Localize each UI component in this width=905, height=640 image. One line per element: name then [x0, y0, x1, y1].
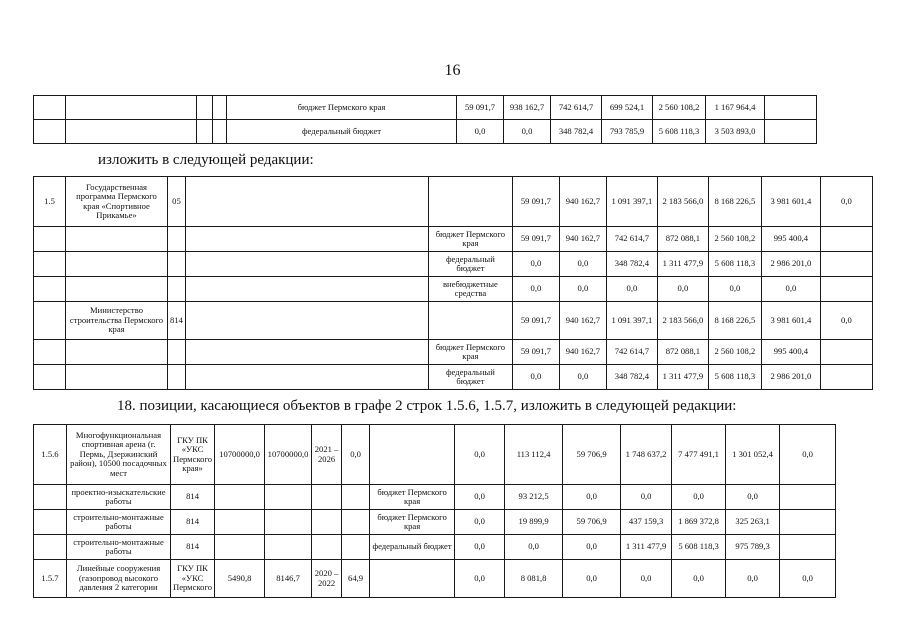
table-row — [34, 277, 873, 302]
value-cell: 0,0 — [820, 302, 872, 340]
value-cell: 8 081,8 — [505, 560, 563, 598]
table-row — [34, 365, 873, 390]
funding-source: бюджет Пермского края — [227, 96, 457, 120]
value-cell: 0,0 — [512, 365, 559, 390]
customer-cell: ГКУ ПК «УКС Пермского — [171, 560, 215, 598]
value-cell: 0,0 — [726, 560, 780, 598]
value-cell: 5490,8 — [215, 560, 265, 598]
value-cell: 2 183 566,0 — [657, 302, 708, 340]
value-cell: 0,0 — [563, 535, 621, 560]
work-type: строительно-монтажные работы — [67, 535, 171, 560]
value-cell: 1 311 477,9 — [657, 365, 708, 390]
value-cell: 0,0 — [726, 485, 780, 510]
funding-source: бюджет Пермского края — [370, 510, 455, 535]
value-cell: 0,0 — [657, 277, 708, 302]
value-cell: 5 608 118,3 — [708, 252, 761, 277]
value-cell: 59 091,7 — [512, 177, 559, 227]
value-cell: 0,0 — [563, 560, 621, 598]
value-cell: 872 088,1 — [657, 340, 708, 365]
funding-source: федеральный бюджет — [428, 252, 512, 277]
period-cell: 2021 – 2026 — [312, 425, 342, 485]
value-cell: 0,0 — [559, 365, 606, 390]
table-row — [34, 96, 817, 120]
table-row — [34, 425, 836, 485]
value-cell: 1 311 477,9 — [621, 535, 672, 560]
table-row — [34, 252, 873, 277]
value-cell: 0,0 — [457, 120, 504, 144]
value-cell: 0,0 — [606, 277, 657, 302]
value-cell: 348 782,4 — [551, 120, 602, 144]
row-number: 1.5 — [34, 177, 66, 227]
page-number: 16 — [444, 62, 461, 79]
value-cell: 59 091,7 — [512, 302, 559, 340]
value-cell: 975 789,3 — [726, 535, 780, 560]
value-cell: 0,0 — [505, 535, 563, 560]
value-cell: 0,0 — [559, 277, 606, 302]
funding-source: бюджет Пермского края — [370, 485, 455, 510]
value-cell: 5 608 118,3 — [708, 365, 761, 390]
value-cell: 0,0 — [504, 120, 551, 144]
table-row — [34, 485, 836, 510]
value-cell: 0,0 — [780, 425, 836, 485]
code-cell: 814 — [168, 302, 186, 340]
table-row — [34, 340, 873, 365]
value-cell: 2 986 201,0 — [761, 365, 820, 390]
value-cell: 2 986 201,0 — [761, 252, 820, 277]
value-cell: 59 091,7 — [457, 96, 504, 120]
row-number: 1.5.6 — [34, 425, 67, 485]
funding-source: бюджет Пермского края — [428, 340, 512, 365]
value-cell: 0,0 — [672, 560, 726, 598]
table-row — [34, 177, 873, 227]
value-cell: 1 748 637,2 — [621, 425, 672, 485]
objects-table — [33, 424, 836, 598]
value-cell: 8 168 226,5 — [708, 302, 761, 340]
value-cell: 0,0 — [512, 252, 559, 277]
value-cell: 10700000,0 — [265, 425, 312, 485]
value-cell: 1 167 964,4 — [706, 96, 765, 120]
table-row — [34, 510, 836, 535]
value-cell: 59 706,9 — [563, 425, 621, 485]
value-cell: 742 614,7 — [606, 227, 657, 252]
program-name: Государственная программа Пермского края «Спортивное Прикамье» — [66, 177, 168, 227]
value-cell: 3 503 893,0 — [706, 120, 765, 144]
funding-source: федеральный бюджет — [370, 535, 455, 560]
value-cell: 940 162,7 — [559, 302, 606, 340]
value-cell: 0,0 — [563, 485, 621, 510]
value-cell: 348 782,4 — [606, 365, 657, 390]
value-cell: 5 608 118,3 — [653, 120, 706, 144]
section-caption: изложить в следующей редакции: — [98, 152, 314, 168]
object-name: Линейные сооружения (газопровод высокого давления 2 категории — [67, 560, 171, 598]
value-cell: 995 400,4 — [761, 340, 820, 365]
row-number: 1.5.7 — [34, 560, 67, 598]
value-cell: 2 560 108,2 — [708, 227, 761, 252]
value-cell: 325 263,1 — [726, 510, 780, 535]
code-cell: 814 — [171, 535, 215, 560]
value-cell: 793 785,9 — [602, 120, 653, 144]
table-row — [34, 227, 873, 252]
code-cell: 814 — [171, 485, 215, 510]
value-cell: 1 311 477,9 — [657, 252, 708, 277]
value-cell: 0,0 — [672, 485, 726, 510]
value-cell: 0,0 — [761, 277, 820, 302]
continuation-table — [33, 95, 817, 144]
customer-cell: ГКУ ПК «УКС Пермского края» — [171, 425, 215, 485]
value-cell: 2 183 566,0 — [657, 177, 708, 227]
value-cell: 0,0 — [455, 560, 505, 598]
value-cell: 940 162,7 — [559, 227, 606, 252]
value-cell: 59 706,9 — [563, 510, 621, 535]
value-cell: 0,0 — [455, 485, 505, 510]
program-table — [33, 176, 873, 390]
value-cell: 113 112,4 — [505, 425, 563, 485]
value-cell: 2 560 108,2 — [708, 340, 761, 365]
value-cell: 699 524,1 — [602, 96, 653, 120]
value-cell: 1 091 397,1 — [606, 302, 657, 340]
table-row — [34, 535, 836, 560]
value-cell: 19 899,9 — [505, 510, 563, 535]
value-cell: 0,0 — [455, 535, 505, 560]
funding-source: бюджет Пермского края — [428, 227, 512, 252]
table-row — [34, 120, 817, 144]
value-cell: 1 301 052,4 — [726, 425, 780, 485]
value-cell: 1 091 397,1 — [606, 177, 657, 227]
table-row — [34, 302, 873, 340]
value-cell: 0,0 — [820, 177, 872, 227]
value-cell: 1 869 372,8 — [672, 510, 726, 535]
value-cell: 995 400,4 — [761, 227, 820, 252]
section-caption: 18. позиции, касающиеся объектов в графе 2 строк 1.5.6, 1.5.7, изложить в следующей редакции: — [117, 398, 737, 414]
value-cell: 3 981 601,4 — [761, 302, 820, 340]
value-cell: 59 091,7 — [512, 340, 559, 365]
value-cell: 940 162,7 — [559, 340, 606, 365]
work-type: проектно-изыскательские работы — [67, 485, 171, 510]
code-cell: 814 — [171, 510, 215, 535]
value-cell: 8146,7 — [265, 560, 312, 598]
funding-source: внебюджетные средства — [428, 277, 512, 302]
table-row — [34, 560, 836, 598]
value-cell: 7 477 491,1 — [672, 425, 726, 485]
value-cell: 93 212,5 — [505, 485, 563, 510]
value-cell: 64,9 — [342, 560, 370, 598]
value-cell: 0,0 — [455, 425, 505, 485]
value-cell: 10700000,0 — [215, 425, 265, 485]
ministry-name: Министерство строительства Пермского края — [66, 302, 168, 340]
value-cell: 437 159,3 — [621, 510, 672, 535]
value-cell: 938 162,7 — [504, 96, 551, 120]
value-cell: 5 608 118,3 — [672, 535, 726, 560]
value-cell: 2 560 108,2 — [653, 96, 706, 120]
value-cell: 348 782,4 — [606, 252, 657, 277]
value-cell: 0,0 — [708, 277, 761, 302]
value-cell: 872 088,1 — [657, 227, 708, 252]
value-cell: 3 981 601,4 — [761, 177, 820, 227]
value-cell: 0,0 — [621, 560, 672, 598]
value-cell: 0,0 — [780, 560, 836, 598]
value-cell: 0,0 — [512, 277, 559, 302]
value-cell: 742 614,7 — [606, 340, 657, 365]
work-type: строительно-монтажные работы — [67, 510, 171, 535]
value-cell: 0,0 — [621, 485, 672, 510]
value-cell: 0,0 — [559, 252, 606, 277]
value-cell: 940 162,7 — [559, 177, 606, 227]
value-cell: 0,0 — [455, 510, 505, 535]
funding-source: федеральный бюджет — [227, 120, 457, 144]
value-cell: 742 614,7 — [551, 96, 602, 120]
value-cell: 8 168 226,5 — [708, 177, 761, 227]
value-cell: 59 091,7 — [512, 227, 559, 252]
code-cell: 05 — [168, 177, 186, 227]
object-name: Многофункциональная спортивная арена (г. Пермь, Дзержинский район), 10500 посадочных мест — [67, 425, 171, 485]
funding-source: федеральный бюджет — [428, 365, 512, 390]
period-cell: 2020 – 2022 — [312, 560, 342, 598]
value-cell: 0,0 — [342, 425, 370, 485]
